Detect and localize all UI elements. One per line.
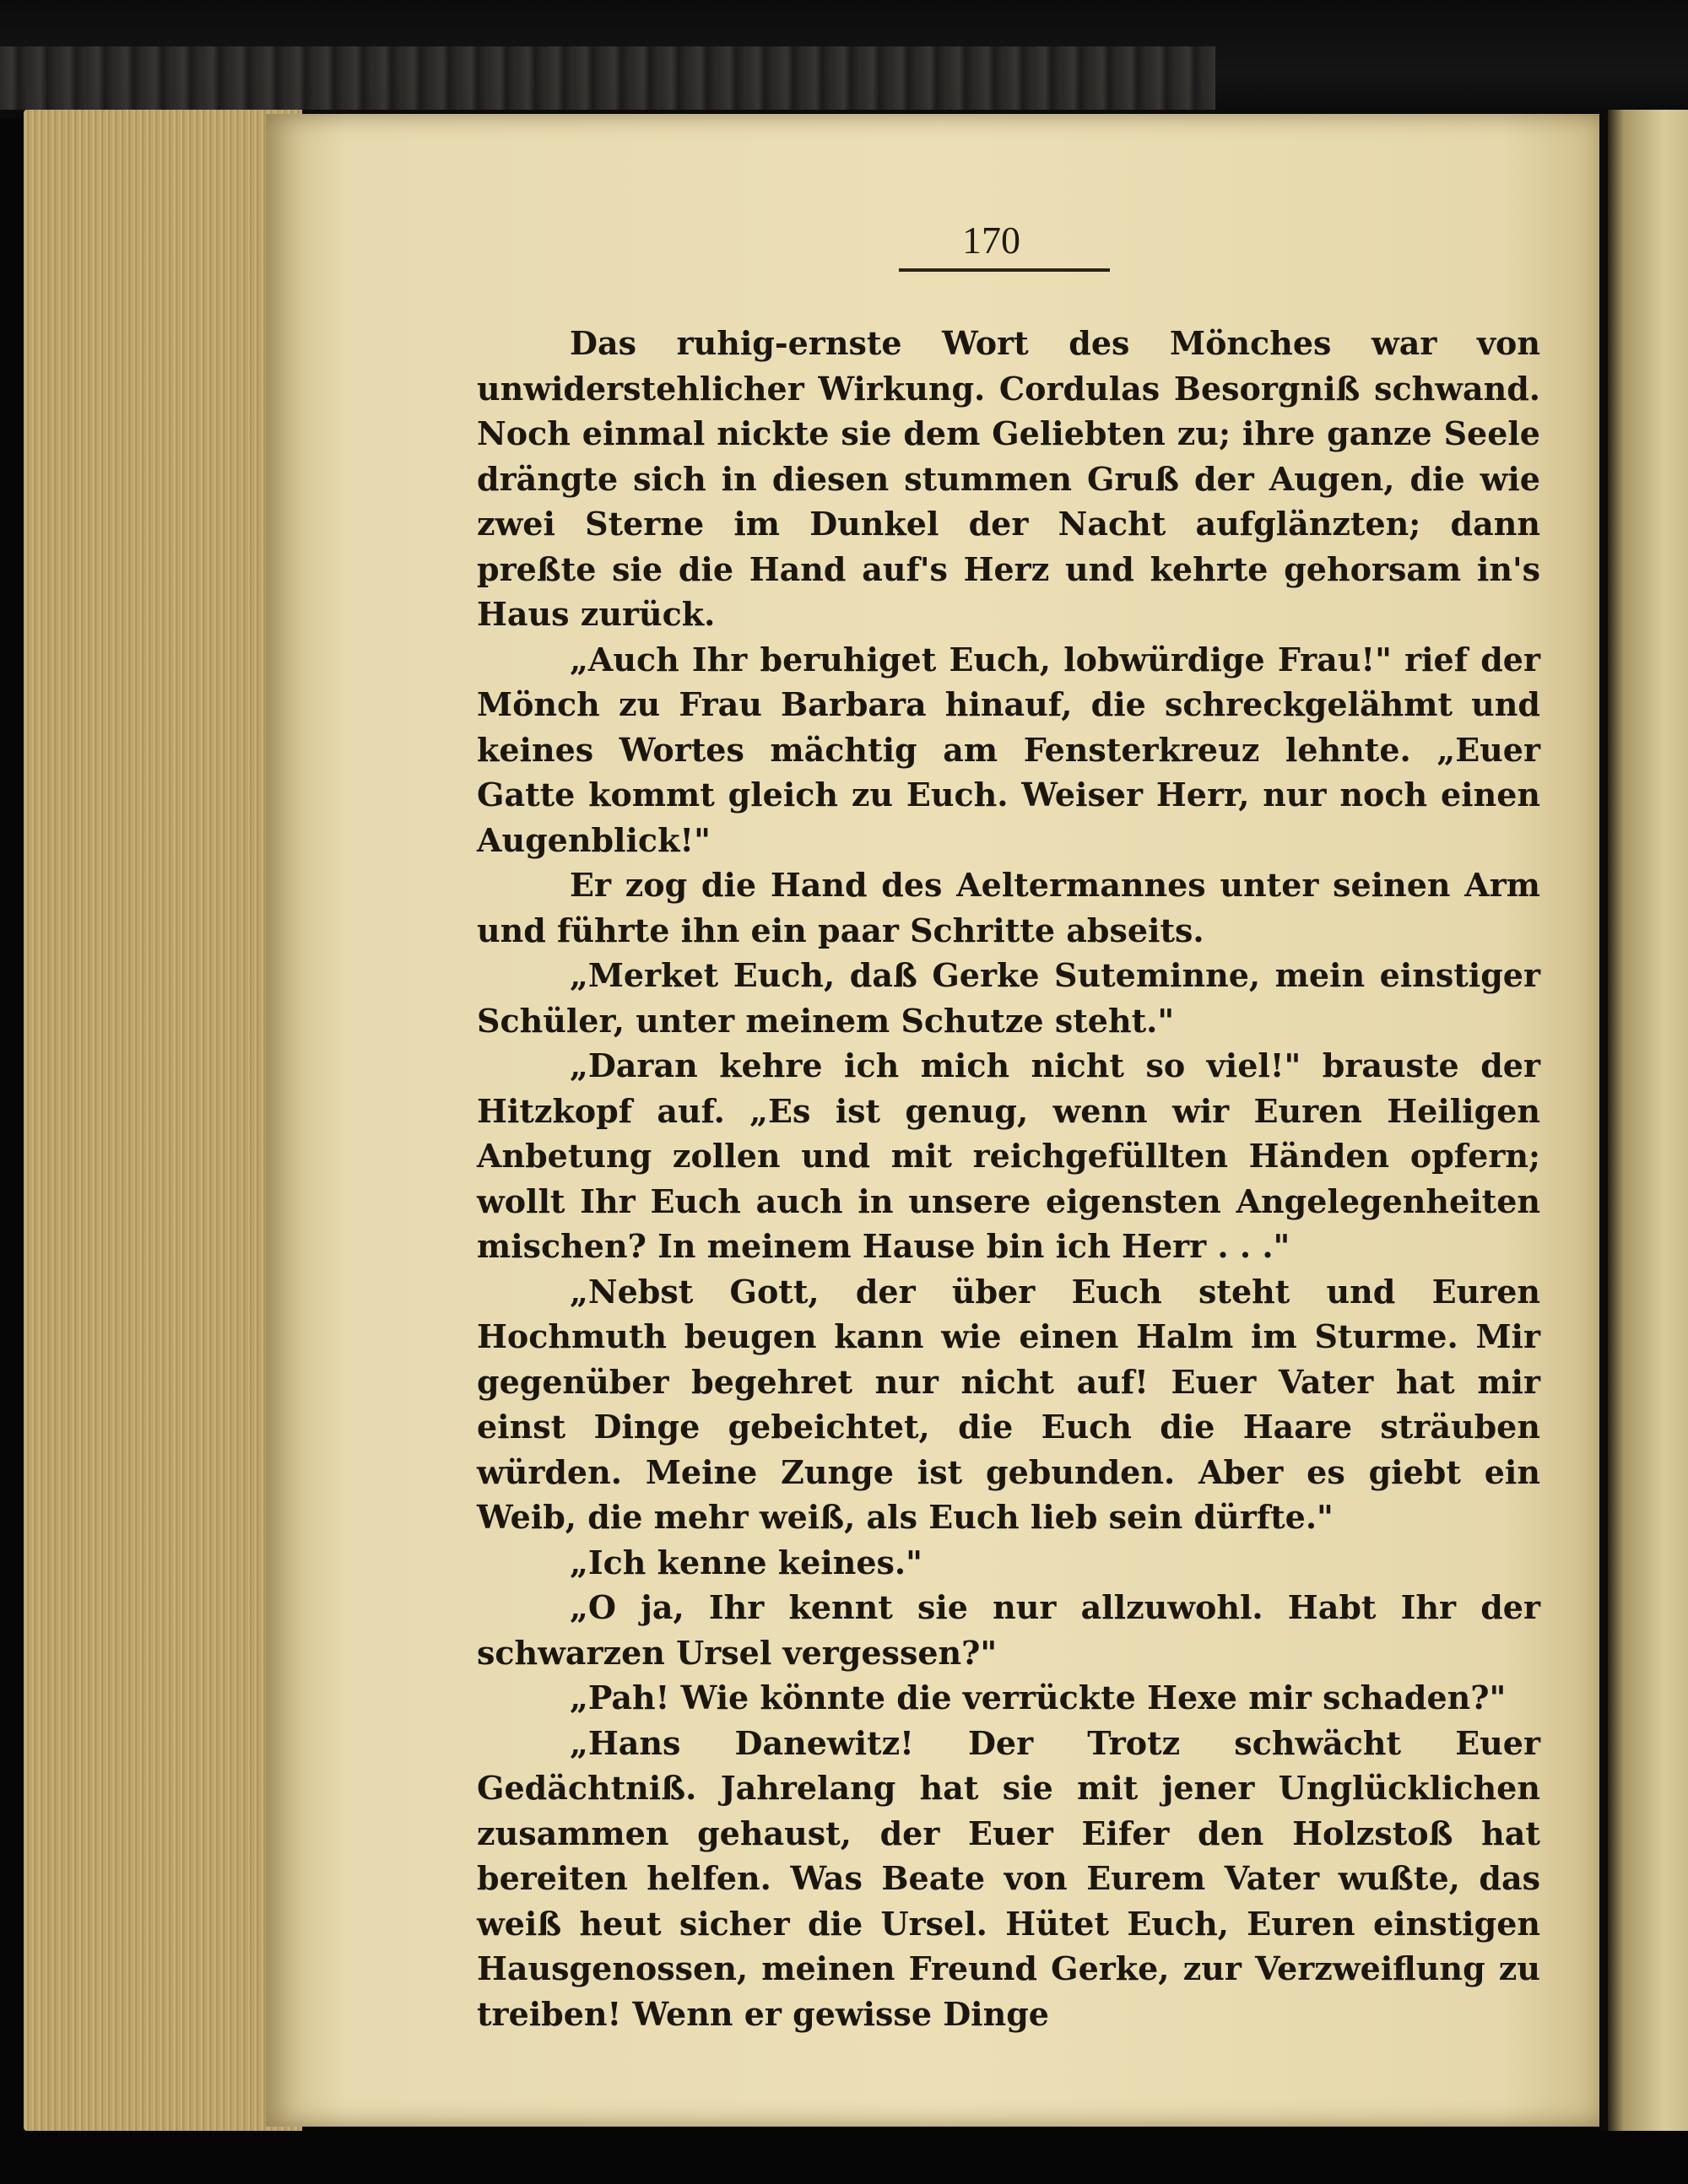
facing-page-edge — [1608, 110, 1688, 2131]
page-number: 170 — [962, 219, 1020, 262]
paragraph: Das ruhig-ernste Wort des Mönches war von unwiderstehlicher Wirkung. Cordulas Besorgniß schwand. Noch einmal nickte sie dem Geliebten zu; ihre ganze Seele drängte sich in diesen stummen Gruß der Augen, die wie zwei Sterne im Dunkel der Nacht aufglänzten; dann preßte sie die Hand auf's Herz und kehrte gehorsam in's Haus zurück. — [477, 324, 1540, 633]
page-stack-edge — [24, 110, 302, 2131]
paragraph: Er zog die Hand des Aeltermannes unter seinen Arm und führte ihn ein paar Schritte abseits. — [477, 866, 1540, 949]
paragraph: „Daran kehre ich mich nicht so viel!" brauste der Hitzkopf auf. „Es ist genug, wenn wir Euren Heiligen Anbetung zollen und mit reichgefüllten Händen opfern; wollt Ihr Euch auch in unsere eigensten Angelegenheiten mischen? In meinem Hause bin ich Herr . . ." — [477, 1046, 1540, 1265]
paragraph: „Merket Euch, daß Gerke Suteminne, mein einstiger Schüler, unter meinem Schutze steht." — [477, 956, 1540, 1040]
paragraph: „O ja, Ihr kennt sie nur allzuwohl. Habt Ihr der schwarzen Ursel vergessen?" — [477, 1588, 1540, 1672]
book-spine-edge — [0, 46, 1215, 110]
page-number-rule — [899, 268, 1110, 272]
body-text — [477, 321, 1540, 2036]
paragraph: „Ich kenne keines." — [570, 1543, 922, 1581]
paragraph: „Auch Ihr beruhiget Euch, lobwürdige Frau!" rief der Mönch zu Frau Barbara hinauf, die schreckgelähmt und keines Wortes mächtig am Fensterkreuz lehnte. „Euer Gatte kommt gleich zu Euch. Weiser Herr, nur noch einen Augenblick!" — [477, 640, 1540, 859]
paragraph: „Pah! Wie könnte die verrückte Hexe mir schaden?" — [570, 1679, 1507, 1716]
paragraph: „Nebst Gott, der über Euch steht und Euren Hochmuth beugen kann wie einen Halm im Sturme. Mir gegenüber begehret nur nicht auf! Euer Vater hat mir einst Dinge gebeichtet, die Euch die Haare sträuben würden. Meine Zunge ist gebunden. Aber es giebt ein Weib, die mehr weiß, als Euch lieb sein dürfte." — [477, 1272, 1540, 1536]
paragraph: „Hans Danewitz! Der Trotz schwächt Euer Gedächtniß. Jahrelang hat sie mit jener Unglücklichen zusammen gehaust, der Euer Eifer den Holzstoß hat bereiten helfen. Was Beate von Eurem Vater wußte, das weiß heut sicher die Ursel. Hütet Euch, Euren einstigen Hausgenossen, meinen Freund Gerke, zur Verzweiflung zu treiben! Wenn er gewisse Dinge — [477, 1723, 1540, 2033]
